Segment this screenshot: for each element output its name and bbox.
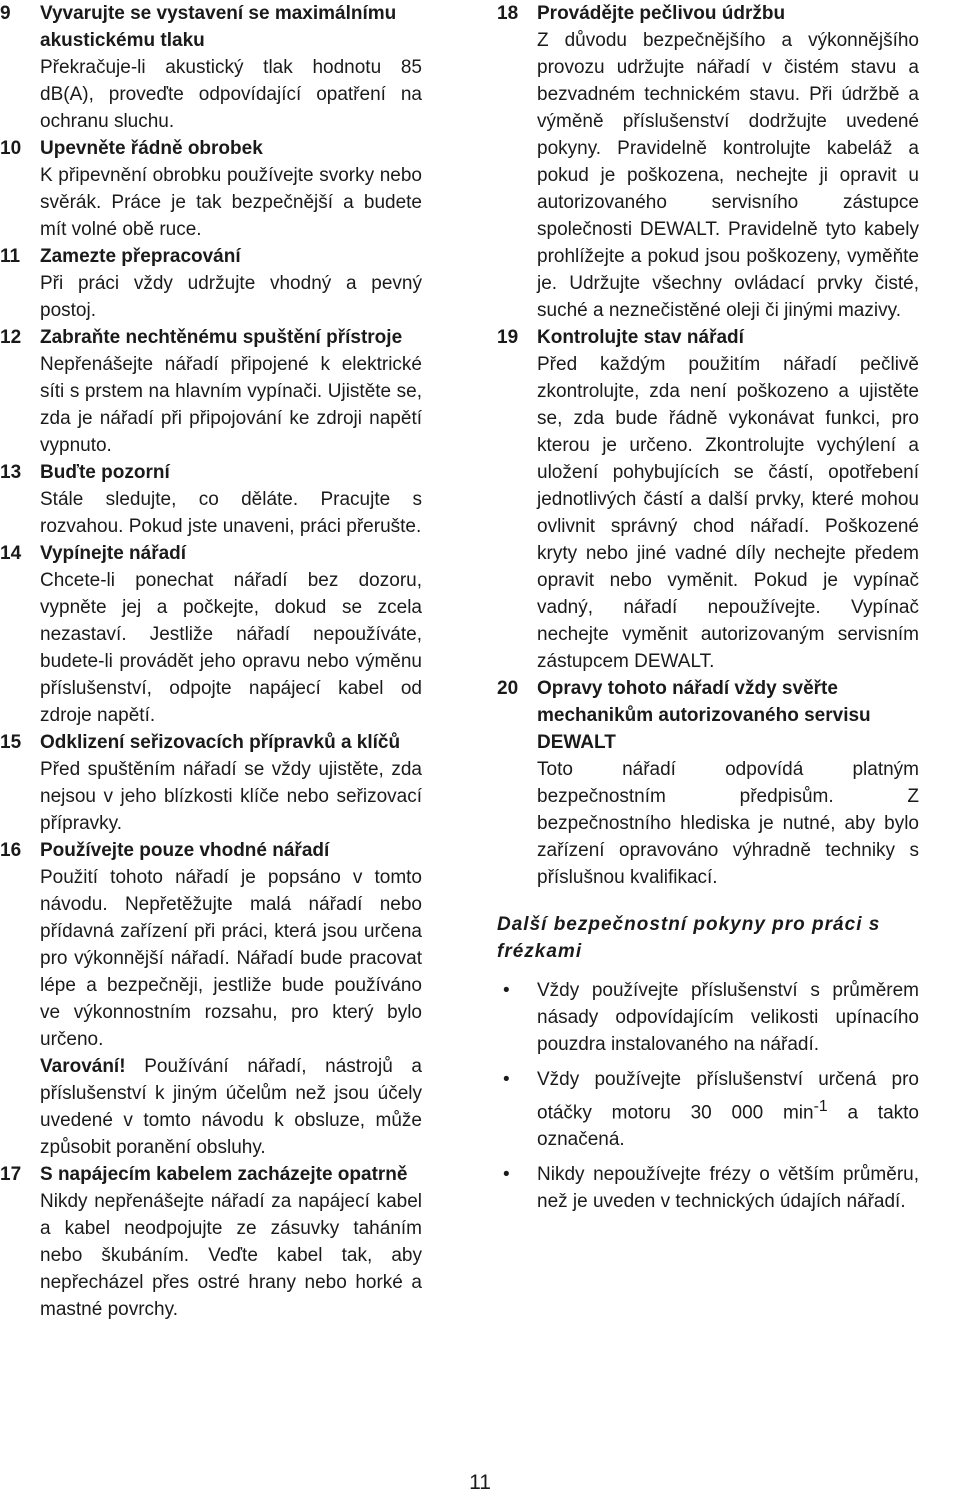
item-body: Toto nářadí odpovídá platným bezpečnostním předpisům. Z bezpečnostního hlediska je nutné, aby bylo zařízení opravováno výhradně techniky s příslušnou kvalifikací. [537,759,919,888]
item-body: Nepřenášejte nářadí připojené k elektrické síti s prstem na hlavním vypínači. Ujistěte se, zda je nářadí při připojování ke zdroji napětí vypnuto. [40,354,422,456]
safety-item-18 [497,0,919,324]
safety-item-20 [497,675,919,891]
item-number: 20 [497,678,519,699]
safety-item-13 [0,459,422,540]
item-body: Před každým použitím nářadí pečlivě zkontrolujte, zda není poškozeno a ujistěte se, zda bude řádně vykonávat funkci, pro kterou je určeno. Zkontrolujte vychýlení a uložení pohybujících se částí, opotřebení jednotlivých částí a další prvky, které mohou ovlivnit správný chod nářadí. Poškozené kryty nebo jiné vadné díly nechejte předem opravit nebo vyměnit. Pokud je vypínač vadný, nářadí nepoužívejte. Vypínač nechejte vyměnit autorizovaným servisním zástupcem DEWALT. [537,354,919,672]
safety-item-19 [497,324,919,675]
item-number: 16 [0,840,22,861]
item-number: 12 [0,327,22,348]
list-item [497,977,919,1058]
list-item [497,1161,919,1215]
list-item-text-continued: a takto označená. [537,1102,919,1151]
safety-item-12 [0,324,422,459]
item-body: K připevnění obrobku používejte svorky nebo svěrák. Práce je tak bezpečnější a budete mít volné obě ruce. [40,165,422,240]
safety-item-10 [0,135,422,243]
bullet-icon: • [503,1069,510,1090]
item-number: 18 [497,3,519,24]
item-heading: Zabraňte nechtěnému spuštění přístroje [40,327,403,348]
item-heading: Zamezte přepracování [40,246,241,267]
item-number: 9 [0,3,11,24]
unit-superscript: -1 [813,1098,828,1115]
safety-item-16 [0,837,422,1161]
item-heading: Vyvarujte se vystavení se maximálnímu akustickému tlaku [40,3,397,51]
safety-item-17 [0,1161,422,1323]
item-body: Použití tohoto nářadí je popsáno v tomto návodu. Nepřetěžujte malá nářadí nebo přídavná zařízení při práci, která jsou určena pro výkonnější nářadí. Nářadí bude pracovat lépe a bezpečněji, jestliže bude používáno ve výkonnostním rozsahu, pro který bylo určeno. [40,867,422,1050]
item-body: Stále sledujte, co děláte. Pracujte s rozvahou. Pokud jste unaveni, práci přerušte. [40,489,422,537]
item-number: 14 [0,543,22,564]
item-number: 17 [0,1164,22,1185]
router-safety-list [497,977,919,1215]
item-body: Chcete-li ponechat nářadí bez dozoru, vypněte jej a počkejte, dokud se zcela nezastaví. Jestliže nářadí nepoužíváte, budete-li provádět jeho opravu nebo výměnu příslušenství, odpojte napájecí kabel od zdroje napětí. [40,570,422,726]
list-item [497,1066,919,1153]
item-heading: Upevněte řádně obrobek [40,138,263,159]
page-number: 11 [469,1471,491,1494]
item-heading: Vypínejte nářadí [40,543,187,564]
item-heading: Buďte pozorní [40,462,170,483]
item-number: 15 [0,732,22,753]
safety-item-11 [0,243,422,324]
list-item-text: Vždy používejte příslušenství určená pro otáčky motoru 30 000 min [537,1069,919,1124]
list-item-text: Nikdy nepoužívejte frézy o větším průměru, než je uveden v technických údajích nářadí. [537,1164,919,1213]
bullet-icon: • [503,1164,510,1186]
item-heading: Provádějte pečlivou údržbu [537,3,786,24]
safety-item-14 [0,540,422,729]
item-body: Nikdy nepřenášejte nářadí za napájecí kabel a kabel neodpojujte ze zásuvky taháním nebo škubáním. Veďte kabel tak, aby nepřecházel přes ostré hrany nebo horké a mastné povrchy. [40,1191,422,1320]
right-column [497,0,919,1223]
item-number: 19 [497,327,519,348]
item-body: Z důvodu bezpečnějšího a výkonnějšího provozu udržujte nářadí v čistém stavu a bezvadném technickém stavu. Při údržbě a výměně příslušenství dodržujte uvedené pokyny. Pravidelně kontrolujte kabeláž a pokud je poškozena, nechejte ji opravit u autorizovaného servisního zástupce společnosti DEWALT. Pravidelně tyto kabely prohlížejte a pokud jsou poškozeny, vyměňte je. Udržujte všechny ovládací prvky čisté, suché a neznečistěné oleji či jinými mazivy. [537,30,919,321]
warning-paragraph [40,1053,422,1161]
warning-text: Používání nářadí, nástrojů a příslušenství k jiným účelům než jsou účely uvedené v tomto návodu k obsluze, může způsobit poranění obsluhy. [40,1056,422,1158]
item-heading: Kontrolujte stav nářadí [537,327,744,348]
item-heading: Používejte pouze vhodné nářadí [40,840,330,861]
item-heading: S napájecím kabelem zacházejte opatrně [40,1164,408,1185]
router-safety-heading: Další bezpečnostní pokyny pro práci s frézkami [497,914,881,962]
list-item-text: Vždy používejte příslušenství s průměrem násady odpovídajícím velikosti upínacího pouzdra instalovaného na nářadí. [537,980,919,1055]
safety-item-15 [0,729,422,837]
item-body: Při práci vždy udržujte vhodný a pevný postoj. [40,273,422,321]
warning-label: Varování! [40,1056,126,1077]
bullet-icon: • [503,980,510,1001]
item-heading: Opravy tohoto nářadí vždy svěřte mechanikům autorizovaného servisu DEWALT [537,678,871,753]
safety-item-9 [0,0,422,135]
left-column [0,0,422,1323]
item-number: 10 [0,138,22,159]
item-body: Překračuje-li akustický tlak hodnotu 85 dB(A), proveďte odpovídající opatření na ochranu sluchu. [40,57,422,132]
item-heading: Odklizení seřizovacích přípravků a klíčů [40,732,401,753]
item-number: 11 [0,246,21,267]
item-body: Před spuštěním nářadí se vždy ujistěte, zda nejsou v jeho blízkosti klíče nebo seřizovací přípravky. [40,759,422,834]
item-number: 13 [0,462,22,483]
